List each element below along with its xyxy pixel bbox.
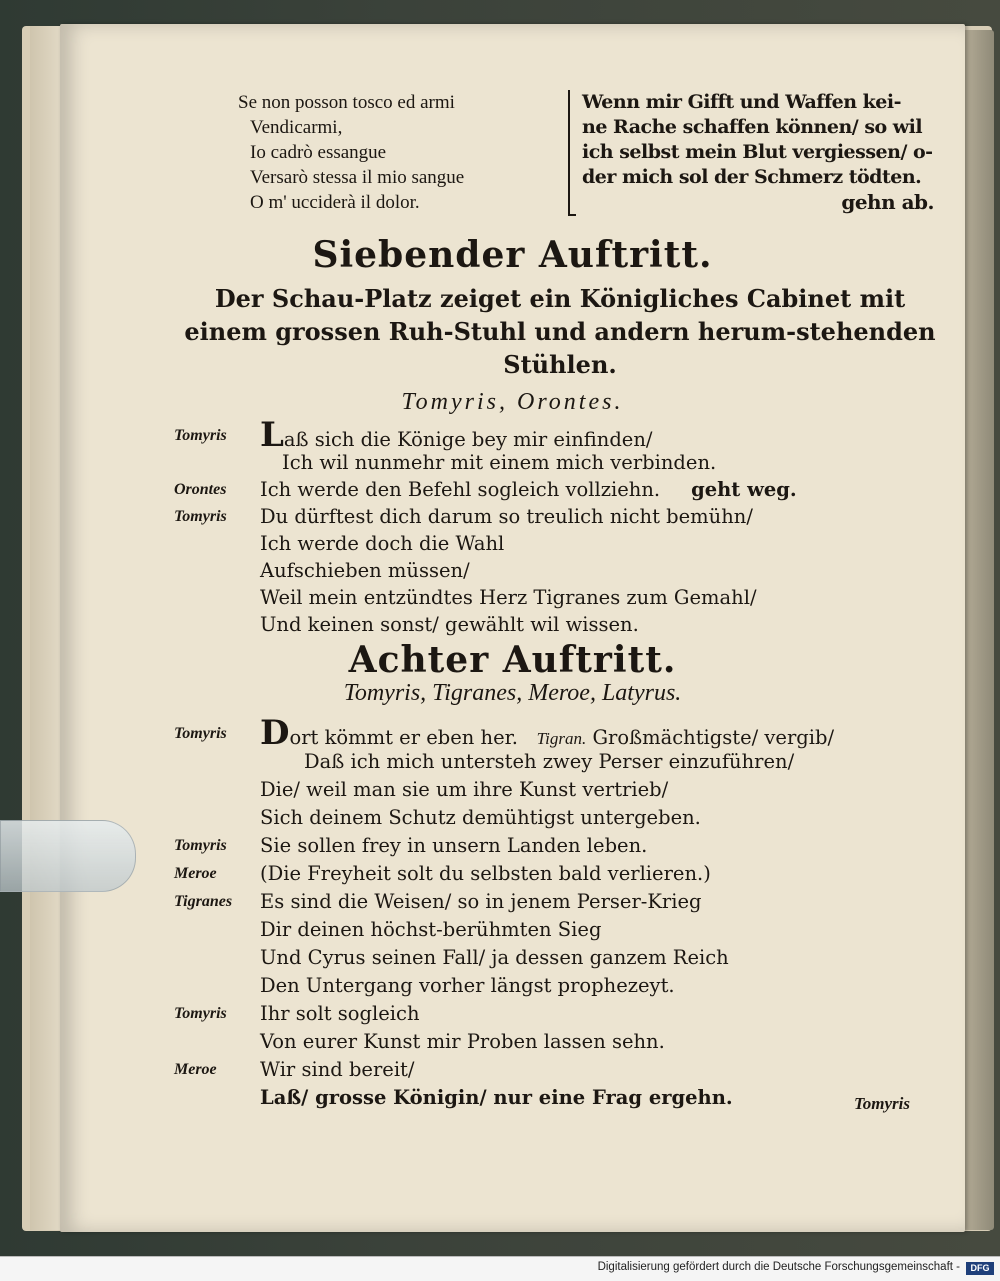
line-text: Aufschieben müssen/ xyxy=(260,559,470,582)
line-text: Du dürftest dich darum so treulich nicht bemühn/ xyxy=(260,505,753,528)
speaker-name: Orontes xyxy=(174,481,227,498)
italian-aria xyxy=(238,90,568,215)
dialogue-line xyxy=(60,415,965,455)
dialogue-line xyxy=(60,1000,965,1028)
italian-line: Io cadrò essangue xyxy=(250,142,387,163)
dialogue-block xyxy=(60,713,965,1112)
scene-heading: Siebender Auftritt. xyxy=(312,234,713,276)
speaker-name: Tomyris xyxy=(174,725,227,742)
scene-description: Der Schau-Platz zeiget ein Königliches Cabinet mit einem grossen Ruh-Stuhl und andern herum-stehenden Stühlen. xyxy=(184,284,936,379)
dialogue-line xyxy=(60,1028,965,1056)
italian-line: Se non posson tosco ed armi xyxy=(238,92,455,113)
line-text: Laß/ grosse Königin/ nur eine Frag ergehn. xyxy=(260,1086,733,1109)
dialogue-line xyxy=(60,530,965,557)
speaker-name: Tigranes xyxy=(174,893,233,910)
dialogue-line xyxy=(60,476,965,503)
drop-cap: D xyxy=(260,713,290,753)
dialogue-line xyxy=(60,860,965,888)
bracket-divider xyxy=(568,90,576,214)
line-text: Daß ich mich untersteh zwey Perser einzuführen/ xyxy=(304,750,795,773)
dialogue-line xyxy=(60,1056,965,1084)
dialogue-line xyxy=(60,611,965,638)
italian-line: O m' ucciderà il dolor. xyxy=(250,192,420,213)
line-text: Ihr solt sogleich xyxy=(260,1002,420,1025)
line-text: Und Cyrus seinen Fall/ ja dessen ganzem Reich xyxy=(260,946,729,969)
funding-credit: Digitalisierung gefördert durch die Deutsche Forschungsgemeinschaft - xyxy=(597,1261,960,1273)
dialogue-line xyxy=(60,832,965,860)
italian-line: Versarò stessa il mio sangue xyxy=(250,167,465,188)
page-edge xyxy=(960,30,994,1230)
drop-cap: L xyxy=(260,415,284,455)
scene-persons: Tomyris, Tigranes, Meroe, Latyrus. xyxy=(343,680,682,706)
speaker-name: Tomyris xyxy=(174,837,227,854)
speaker-name: Tomyris xyxy=(174,427,227,444)
dialogue-line xyxy=(60,584,965,611)
inline-speaker: Tigran. xyxy=(536,729,587,748)
line-text: Weil mein entzündtes Herz Tigranes zum Gemahl/ xyxy=(260,586,757,609)
line-text: Den Untergang vorher längst prophezeyt. xyxy=(260,974,675,997)
german-translation xyxy=(582,90,934,215)
line-text: Ich werde doch die Wahl xyxy=(260,532,505,555)
dialogue-line xyxy=(60,748,965,776)
line-text: ort kömmt er eben her. xyxy=(289,726,519,749)
dialogue-line xyxy=(60,888,965,916)
speaker-name: Tomyris xyxy=(174,508,227,525)
line-text: Die/ weil man sie um ihre Kunst vertrieb/ xyxy=(260,778,669,801)
german-line: Wenn mir Gifft und Waffen kei- xyxy=(582,91,901,113)
line-text: Ich werde den Befehl sogleich vollziehn. xyxy=(260,478,661,501)
german-line: ne Rache schaffen können/ so wil xyxy=(582,116,923,138)
line-text: Von eurer Kunst mir Proben lassen sehn. xyxy=(260,1030,665,1053)
line-text: aß sich die Könige bey mir einfinden/ xyxy=(283,428,653,451)
dialogue-line xyxy=(60,804,965,832)
speaker-name: Meroe xyxy=(174,865,217,882)
dialogue-block xyxy=(60,415,965,638)
line-text: (Die Freyheit solt du selbsten bald verlieren.) xyxy=(260,862,711,885)
line-text: Großmächtigste/ vergib/ xyxy=(592,726,835,749)
dialogue-line xyxy=(60,449,965,476)
catchword: Tomyris xyxy=(853,1094,910,1113)
speaker-name: Meroe xyxy=(174,1061,217,1078)
stage-direction-exit: gehn ab. xyxy=(841,190,934,214)
dialogue-line xyxy=(60,776,965,804)
book-page xyxy=(60,24,965,1232)
german-line: der mich sol der Schmerz tödten. xyxy=(582,166,922,188)
footer-bar xyxy=(0,1256,1000,1281)
stage-direction: geht weg. xyxy=(691,478,797,501)
speaker-name: Tomyris xyxy=(174,1005,227,1022)
dialogue-line xyxy=(60,916,965,944)
dialogue-line xyxy=(60,557,965,584)
line-text: Sie sollen frey in unsern Landen leben. xyxy=(260,834,648,857)
line-text: Ich wil nunmehr mit einem mich verbinden. xyxy=(282,451,717,474)
line-text: Dir deinen höchst-berühmten Sieg xyxy=(260,918,602,941)
dialogue-line xyxy=(60,944,965,972)
scene-persons: Tomyris, Orontes. xyxy=(401,389,624,415)
dialogue-line xyxy=(60,503,965,530)
dialogue-line xyxy=(60,972,965,1000)
page-left-strip xyxy=(30,26,62,1230)
italian-line: Vendicarmi, xyxy=(250,117,343,138)
line-text: Wir sind bereit/ xyxy=(260,1058,415,1081)
page-clip xyxy=(0,820,136,892)
dialogue-line xyxy=(60,713,965,753)
dialogue-line xyxy=(60,1084,965,1112)
line-text: Sich deinem Schutz demühtigst untergeben. xyxy=(260,806,701,829)
scene-heading: Achter Auftritt. xyxy=(348,639,677,681)
german-line: ich selbst mein Blut vergiessen/ o- xyxy=(582,141,933,163)
dfg-logo: DFG xyxy=(966,1262,994,1275)
line-text: Und keinen sonst/ gewählt wil wissen. xyxy=(260,613,639,636)
page-content xyxy=(60,24,965,1232)
line-text: Es sind die Weisen/ so in jenem Perser-Krieg xyxy=(260,890,702,913)
